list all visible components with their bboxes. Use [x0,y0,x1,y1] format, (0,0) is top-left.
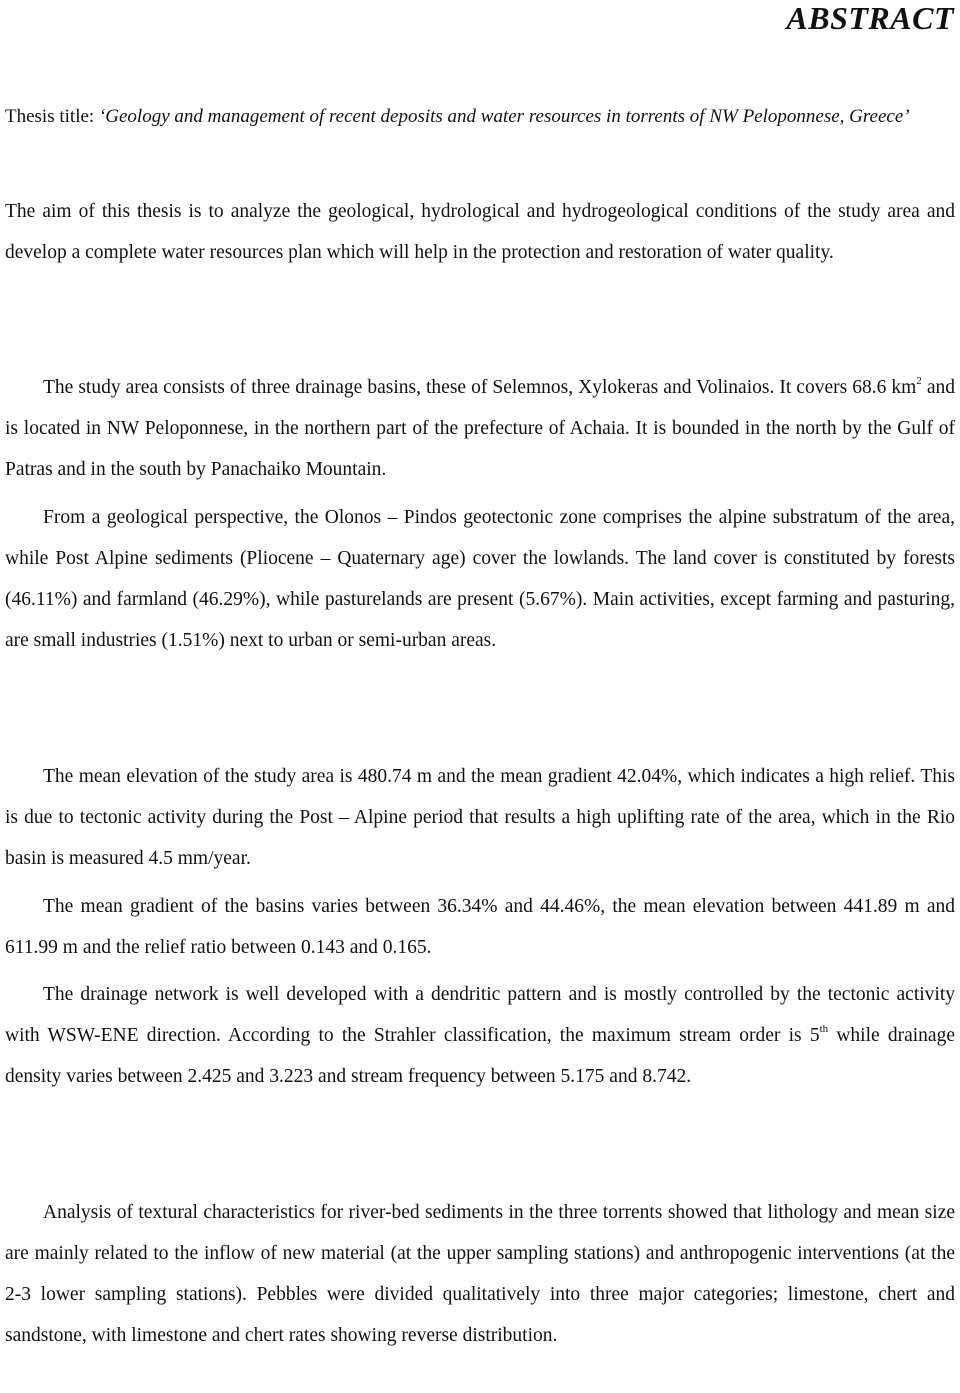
paragraph-drainage-text-a: The drainage network is well developed with a dendritic pattern and is mostly controlled by the tectonic activity with WSW-ENE direction. According to the Strahler classification, the maximum stream order is 5 [5,984,955,1046]
superscript-squared: 2 [916,374,922,387]
paragraph-elevation: The mean elevation of the study area is 480.74 m and the mean gradient 42.04%, which indicates a high relief. This is due to tectonic activity during the Post – Alpine period that results a high uplifting rate of the area, which in the Rio basin is measured 4.5 mm/year. [5,766,955,869]
abstract-heading: ABSTRACT [786,0,954,36]
thesis-title-label: Thesis title: [5,106,99,127]
paragraph-drainage [5,974,955,1097]
paragraph-sediments: Analysis of textural characteristics for river-bed sediments in the three torrents showed that lithology and mean size are mainly related to the inflow of new material (at the upper sampling stations) and anthropogenic interventions (at the 2-3 lower sampling stations). Pebbles were divided qualitatively into three major categories; limestone, chert and sandstone, with limestone and chert rates showing reverse distribution. [5,1202,955,1346]
paragraph-geology: From a geological perspective, the Olonos – Pindos geotectonic zone comprises the alpine substratum of the area, while Post Alpine sediments (Pliocene – Quaternary age) cover the lowlands. The land cover is constituted by forests (46.11%) and farmland (46.29%), while pasturelands are present (5.67%). Main activities, except farming and pasturing, are small industries (1.51%) next to urban or semi-urban areas. [5,507,955,651]
paragraph-study-area [5,367,955,490]
thesis-title-line [5,103,910,131]
superscript-th: th [819,1022,829,1035]
paragraph-aim: The aim of this thesis is to analyze the geological, hydrological and hydrogeological conditions of the study area and develop a complete water resources plan which will help in the protection and restoration of water quality. [5,201,955,263]
paragraph-gradient: The mean gradient of the basins varies between 36.34% and 44.46%, the mean elevation between 441.89 m and 611.99 m and the relief ratio between 0.143 and 0.165. [5,896,955,958]
paragraph-study-area-text-a: The study area consists of three drainage basins, these of Selemnos, Xylokeras and Volinaios. It covers 68.6 km [43,377,917,398]
paragraph-drainage-text-b: while drainage density varies between 2.425 and 3.223 and stream frequency between 5.175 and 8.742. [5,1025,955,1087]
paragraph-study-area-text-b: and is located in NW Peloponnese, in the northern part of the prefecture of Achaia. It is bounded in the north by the Gulf of Patras and in the south by Panachaiko Mountain. [5,377,955,480]
thesis-title-text: ‘Geology and management of recent deposits and water resources in torrents of NW Peloponnese, Greece’ [98,106,910,127]
